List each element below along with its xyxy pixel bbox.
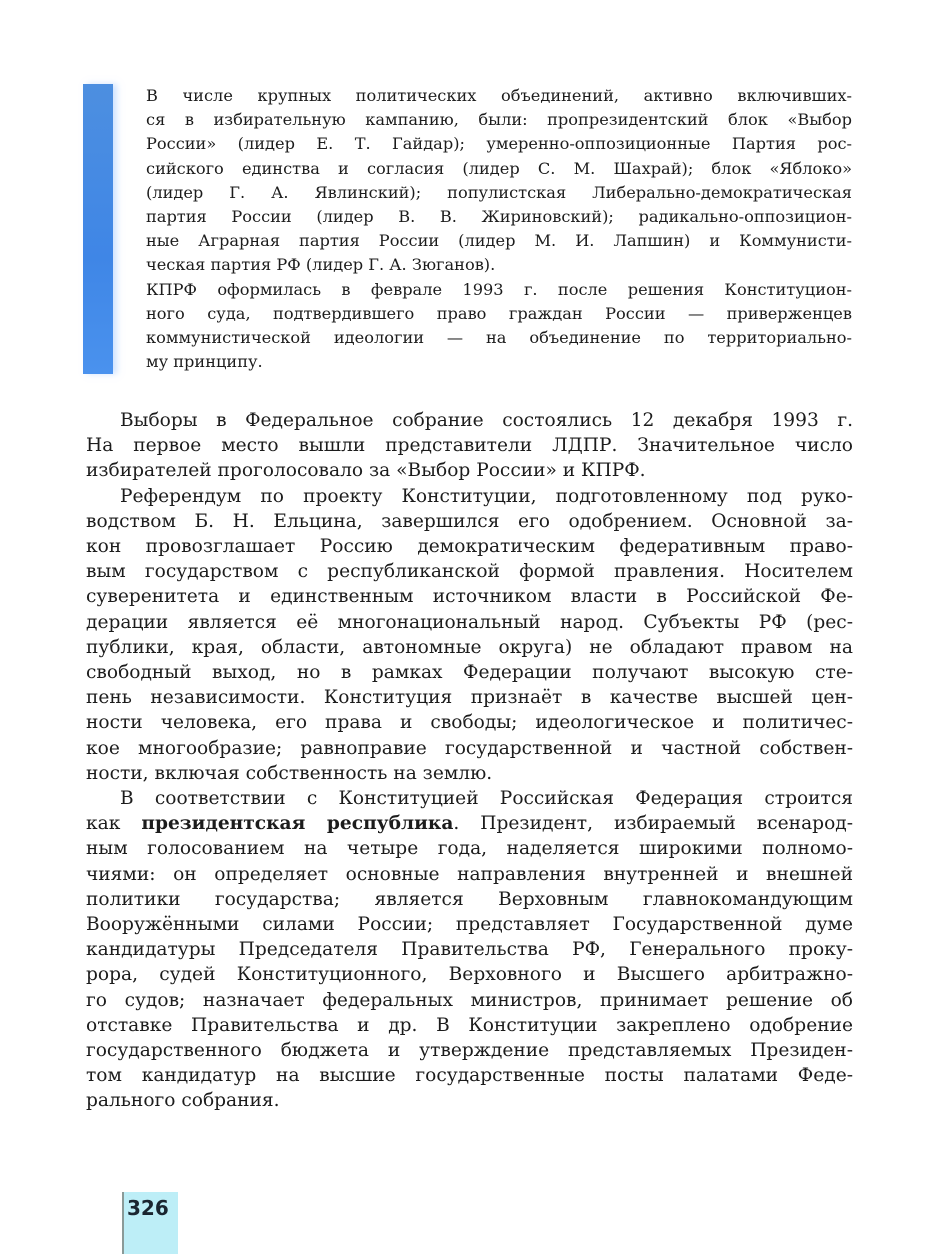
- text-line: ности, включая собственность на землю.: [86, 762, 493, 784]
- text-line: свободный выход, но в рамках Федерации получают высокую сте-: [86, 662, 853, 684]
- text-line: публики, края, области, автономные округа) не обладают правом на: [86, 636, 853, 658]
- text-line: рального собрания.: [86, 1090, 280, 1112]
- text-line: пень независимости. Конституция признаёт в качестве высшей цен-: [86, 687, 853, 709]
- text-line: партия России (лидер В. В. Жириновский); радикально-оппозицион-: [146, 207, 852, 227]
- text-segment: как: [86, 813, 142, 835]
- text-line: Выборы в Федеральное собрание состоялись 12 декабря 1993 г.: [120, 410, 853, 431]
- text-line: том кандидатур на высшие государственные посты палатами Феде-: [86, 1065, 853, 1087]
- text-line: ного суда, подтвердившего право граждан России — приверженцев: [146, 303, 852, 323]
- text-line: чиями: он определяет основные направления внутренней и внешней: [86, 863, 853, 885]
- text-line: ным голосованием на четыре года, наделяется широкими полномо-: [86, 838, 853, 860]
- text-line: ности человека, его права и свободы; идеологическое и политичес-: [86, 712, 853, 734]
- text-segment: . Президент, избираемый всенарод-: [453, 813, 853, 835]
- text-line: (лидер Г. А. Явлинский); популистская Либерально-демократическая: [146, 182, 852, 202]
- text-line: кон провозглашает Россию демократическим федеративным право-: [86, 536, 853, 558]
- text-line-with-bold: [86, 811, 853, 836]
- text-line: России» (лидер Е. Т. Гайдар); умеренно-оппозиционные Партия рос-: [146, 134, 852, 154]
- text-line: сийского единства и согласия (лидер С. М. Шахрай); блок «Яблоко»: [146, 158, 852, 178]
- text-line: му принципу.: [146, 352, 263, 372]
- text-line: Вооружёнными силами России; представляет Государственной думе: [86, 914, 853, 936]
- text-line: В соответствии с Конституцией Российская Федерация строится: [120, 788, 853, 810]
- text-line: вым государством с республиканской формой правления. Носителем: [86, 561, 853, 583]
- text-line: ческая партия РФ (лидер Г. А. Зюганов).: [146, 255, 496, 275]
- bold-term: президентская республика: [141, 813, 454, 835]
- text-line: кое многообразие; равноправие государственной и частной собствен-: [86, 737, 853, 759]
- text-line: рора, судей Конституционного, Верховного и Высшего арбитражно-: [86, 964, 853, 986]
- text-line: отставке Правительства и др. В Конституции закреплено одобрение: [86, 1014, 853, 1036]
- text-line: коммунистической идеологии — на объединение по территориально-: [146, 328, 852, 348]
- text-line: политики государства; является Верховным главнокомандующим: [86, 888, 853, 910]
- text-line: На первое место вышли представители ЛДПР. Значительное число: [86, 435, 853, 457]
- text-line: ся в избирательную кампанию, были: пропрезидентский блок «Выбор: [146, 110, 852, 130]
- page-number: 326: [127, 1196, 169, 1220]
- text-line: дерации является её многонациональный народ. Субъекты РФ (рес-: [86, 611, 853, 633]
- text-line: КПРФ оформилась в феврале 1993 г. после решения Конституцион-: [146, 279, 852, 299]
- text-line: избирателей проголосовало за «Выбор России» и КПРФ.: [86, 460, 646, 482]
- text-line: кандидатуры Председателя Правительства РФ, Генерального проку-: [86, 939, 853, 961]
- text-line: суверенитета и единственным источником власти в Российской Фе-: [86, 586, 853, 608]
- text-line: водством Б. Н. Ельцина, завершился его одобрением. Основной за-: [86, 510, 853, 532]
- text-line: го судов; назначает федеральных министров, принимает решение об: [86, 989, 853, 1011]
- main-text: [86, 408, 853, 1114]
- sidebar-note-box: [146, 84, 852, 374]
- text-line: государственного бюджета и утверждение представляемых Президен-: [86, 1040, 853, 1062]
- text-line: ные Аграрная партия России (лидер М. И. Лапшин) и Коммунисти-: [146, 231, 852, 251]
- text-line: Референдум по проекту Конституции, подготовленному под руко-: [120, 485, 853, 507]
- text-line: В числе крупных политических объединений, активно включивших-: [146, 86, 852, 105]
- sidebar-accent-bar: [83, 84, 113, 374]
